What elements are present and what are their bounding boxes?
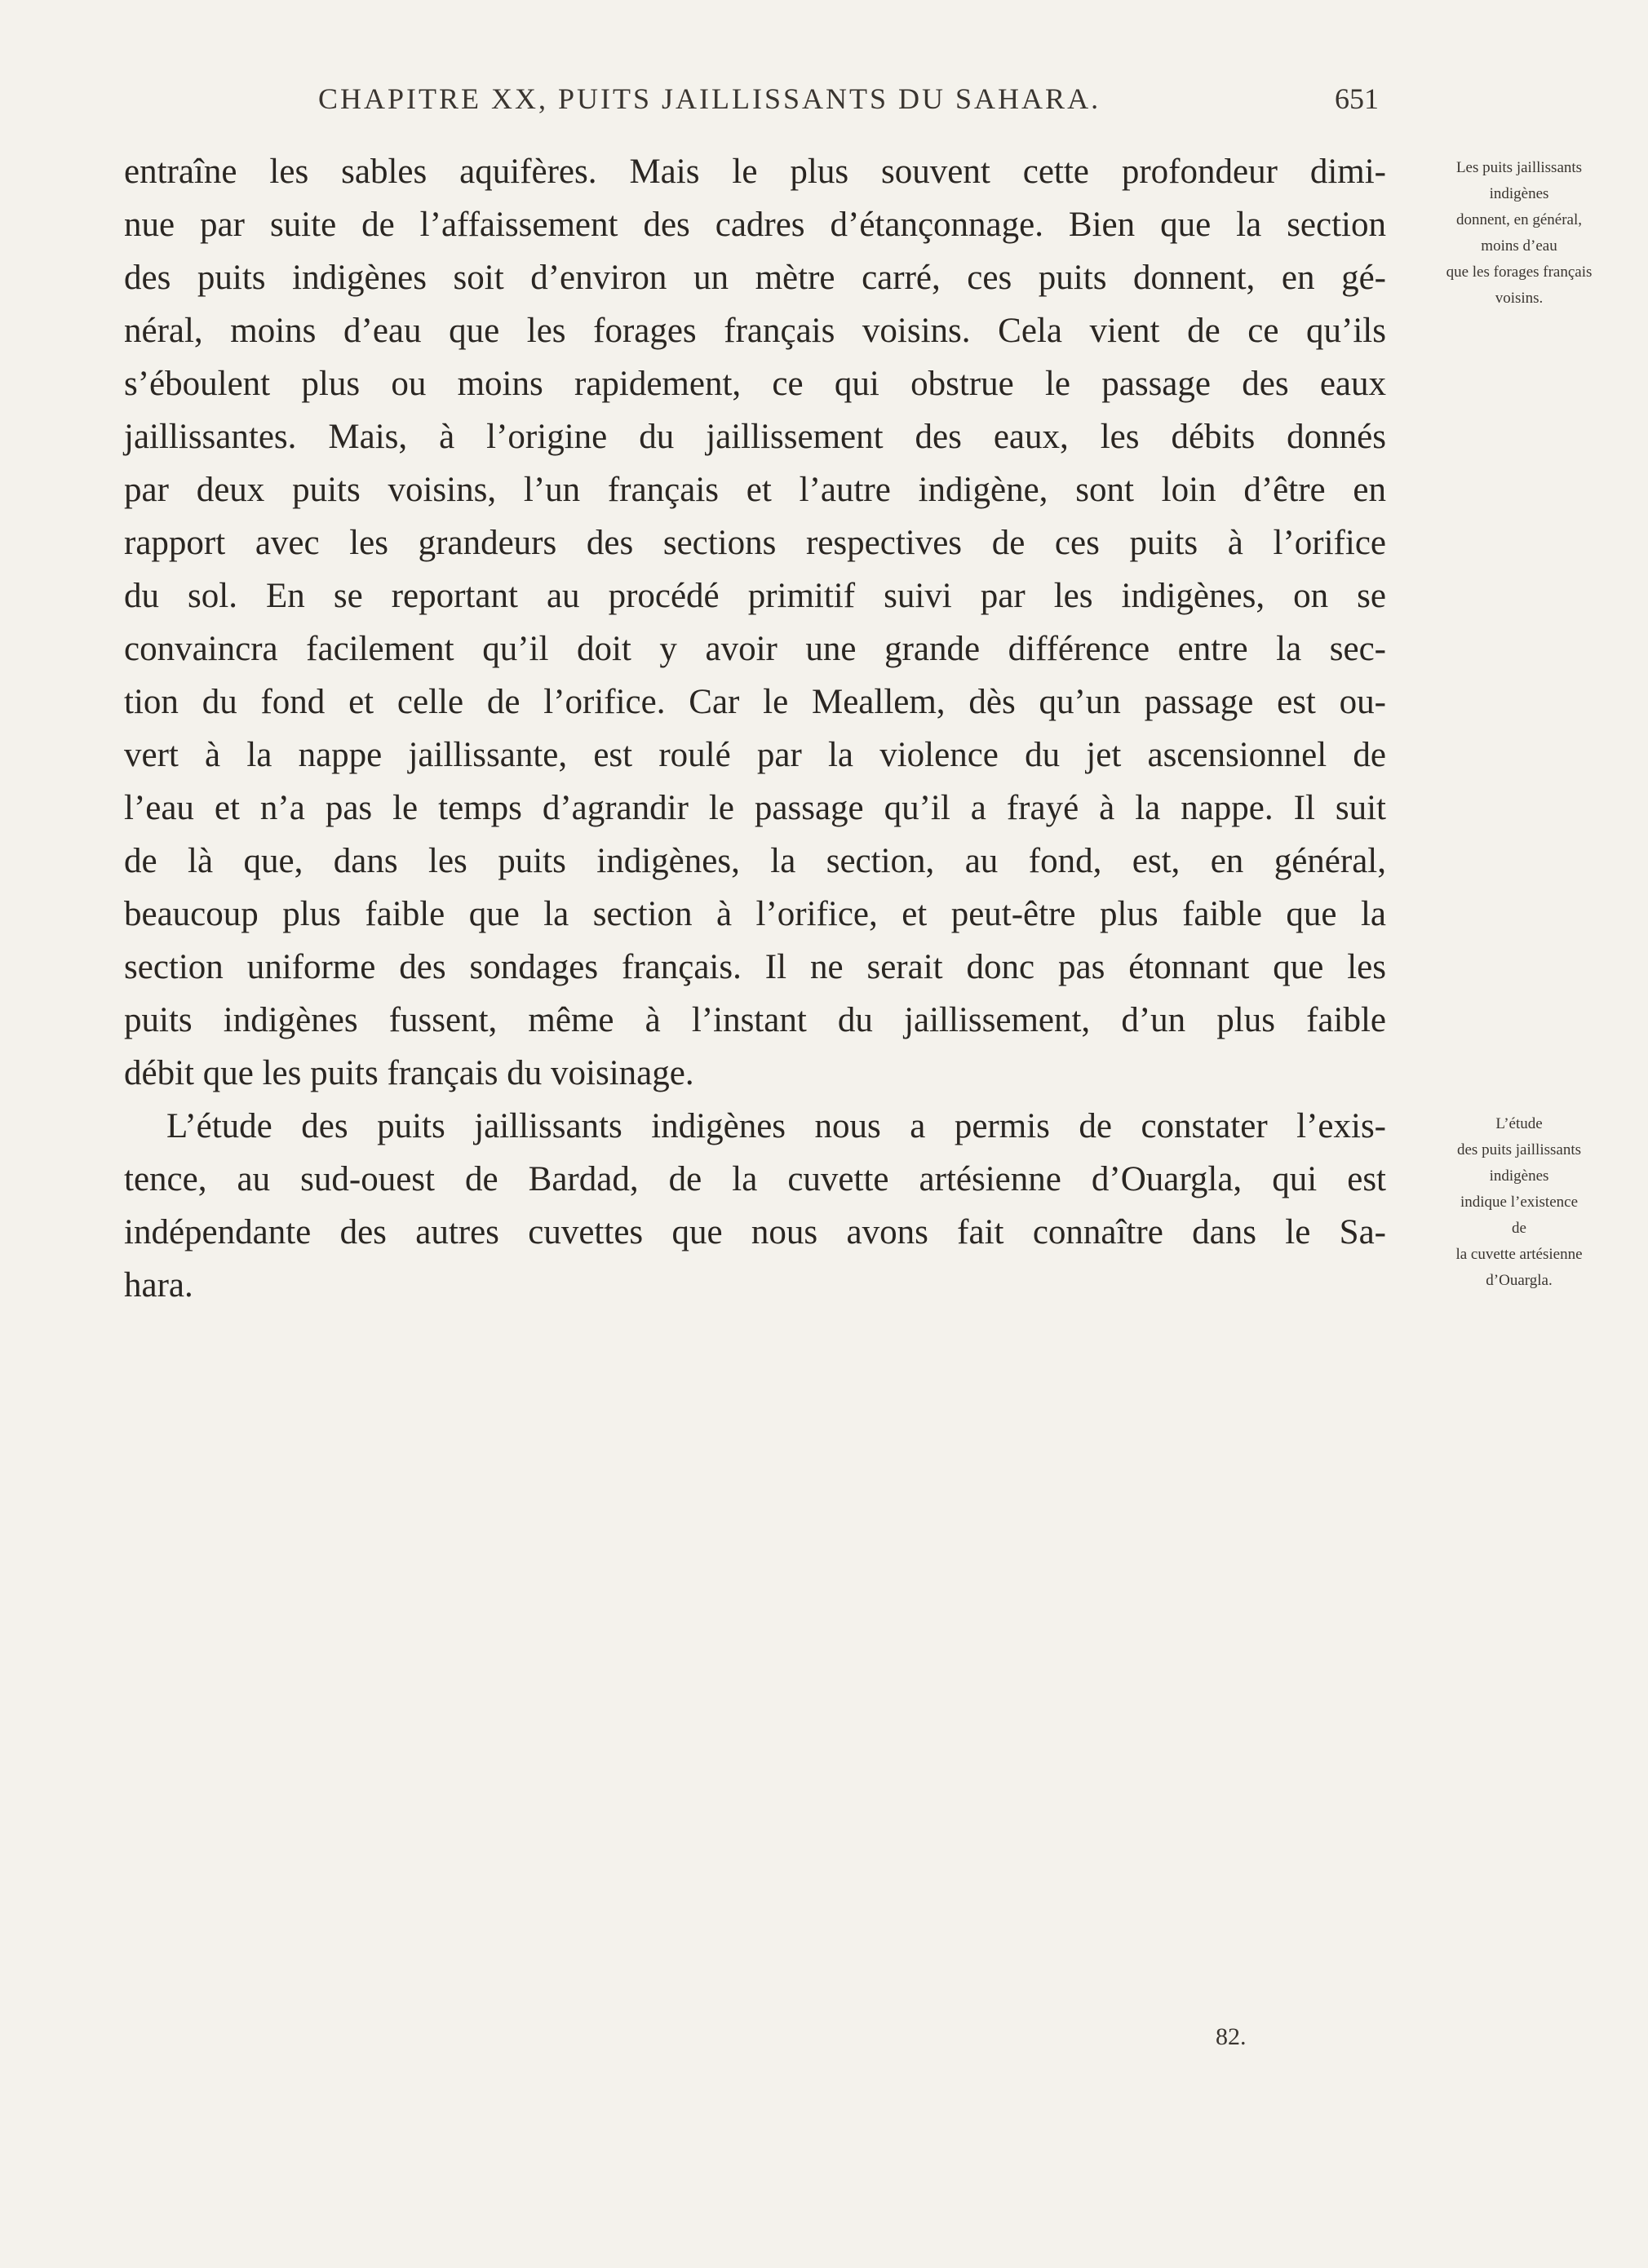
body-line: jaillissantes. Mais, à l’origine du jaillissement des eaux, les débits donnés [124, 418, 1386, 456]
margin-note-line: L’étude [1495, 1115, 1543, 1132]
margin-note-line: moins d’eau [1481, 237, 1557, 255]
body-line: hara. [124, 1266, 193, 1305]
body-line: du sol. En se reportant au procédé primitif suivi par les indigènes, on se [124, 577, 1386, 615]
body-line: par deux puits voisins, l’un français et l’autre indigène, sont loin d’être en [124, 471, 1386, 509]
body-line: beaucoup plus faible que la section à l’orifice, et peut-être plus faible que la [124, 895, 1386, 933]
margin-note-line: de [1512, 1220, 1526, 1237]
body-line: tence, au sud-ouest de Bardad, de la cuvette artésienne d’Ouargla, qui est [124, 1160, 1386, 1198]
body-line: puits indigènes fussent, même à l’instant du jaillissement, d’un plus faible [124, 1001, 1386, 1039]
margin-note-line: des puits jaillissants [1457, 1141, 1581, 1158]
body-line: rapport avec les grandeurs des sections respectives de ces puits à l’orifice [124, 524, 1386, 562]
body-line: convaincra facilement qu’il doit y avoir une grande différence entre la sec- [124, 630, 1386, 668]
body-line: débit que les puits français du voisinage. [124, 1054, 694, 1092]
margin-note-line: la cuvette artésienne [1455, 1246, 1583, 1263]
body-line: s’éboulent plus ou moins rapidement, ce qui obstrue le passage des eaux [124, 365, 1386, 403]
signature-mark: 82. [1216, 2023, 1247, 2050]
margin-note-line: Les puits jaillissants [1455, 159, 1583, 176]
body-line: des puits indigènes soit d’environ un mètre carré, ces puits donnent, en gé- [124, 259, 1386, 297]
body-line: l’eau et n’a pas le temps d’agrandir le passage qu’il a frayé à la nappe. Il suit [124, 789, 1386, 827]
margin-note-line: indigènes [1489, 185, 1549, 202]
margin-note-line: indique l’existence [1460, 1194, 1579, 1211]
running-head [318, 82, 1379, 131]
margin-note-line: voisins. [1495, 290, 1544, 307]
body-line: section uniforme des sondages français. Il ne serait donc pas étonnant que les [124, 948, 1386, 986]
body-text [124, 145, 1386, 1312]
margin-note [1413, 155, 1625, 312]
margin-note-line: que les forages français [1446, 264, 1593, 281]
page-number: 651 [1335, 82, 1379, 115]
body-line: tion du fond et celle de l’orifice. Car le Meallem, dès qu’un passage est ou- [124, 683, 1386, 721]
running-title: CHAPITRE XX, PUITS JAILLISSANTS DU SAHARA. [318, 82, 1101, 115]
margin-note-line: indigènes [1489, 1167, 1549, 1185]
body-line: néral, moins d’eau que les forages français voisins. Cela vient de ce qu’ils [124, 312, 1386, 350]
margin-note-line: donnent, en général, [1455, 211, 1583, 228]
body-line: de là que, dans les puits indigènes, la section, au fond, est, en général, [124, 842, 1386, 880]
body-line: nue par suite de l’affaissement des cadres d’étançonnage. Bien que la section [124, 206, 1386, 244]
body-line: L’étude des puits jaillissants indigènes nous a permis de constater l’exis- [166, 1107, 1386, 1145]
margin-note-line: d’Ouargla. [1486, 1272, 1553, 1289]
margin-note [1413, 1111, 1625, 1294]
body-line: indépendante des autres cuvettes que nous avons fait connaître dans le Sa- [124, 1213, 1386, 1251]
body-line: entraîne les sables aquifères. Mais le plus souvent cette profondeur dimi- [124, 153, 1386, 191]
body-line: vert à la nappe jaillissante, est roulé par la violence du jet ascensionnel de [124, 736, 1386, 774]
